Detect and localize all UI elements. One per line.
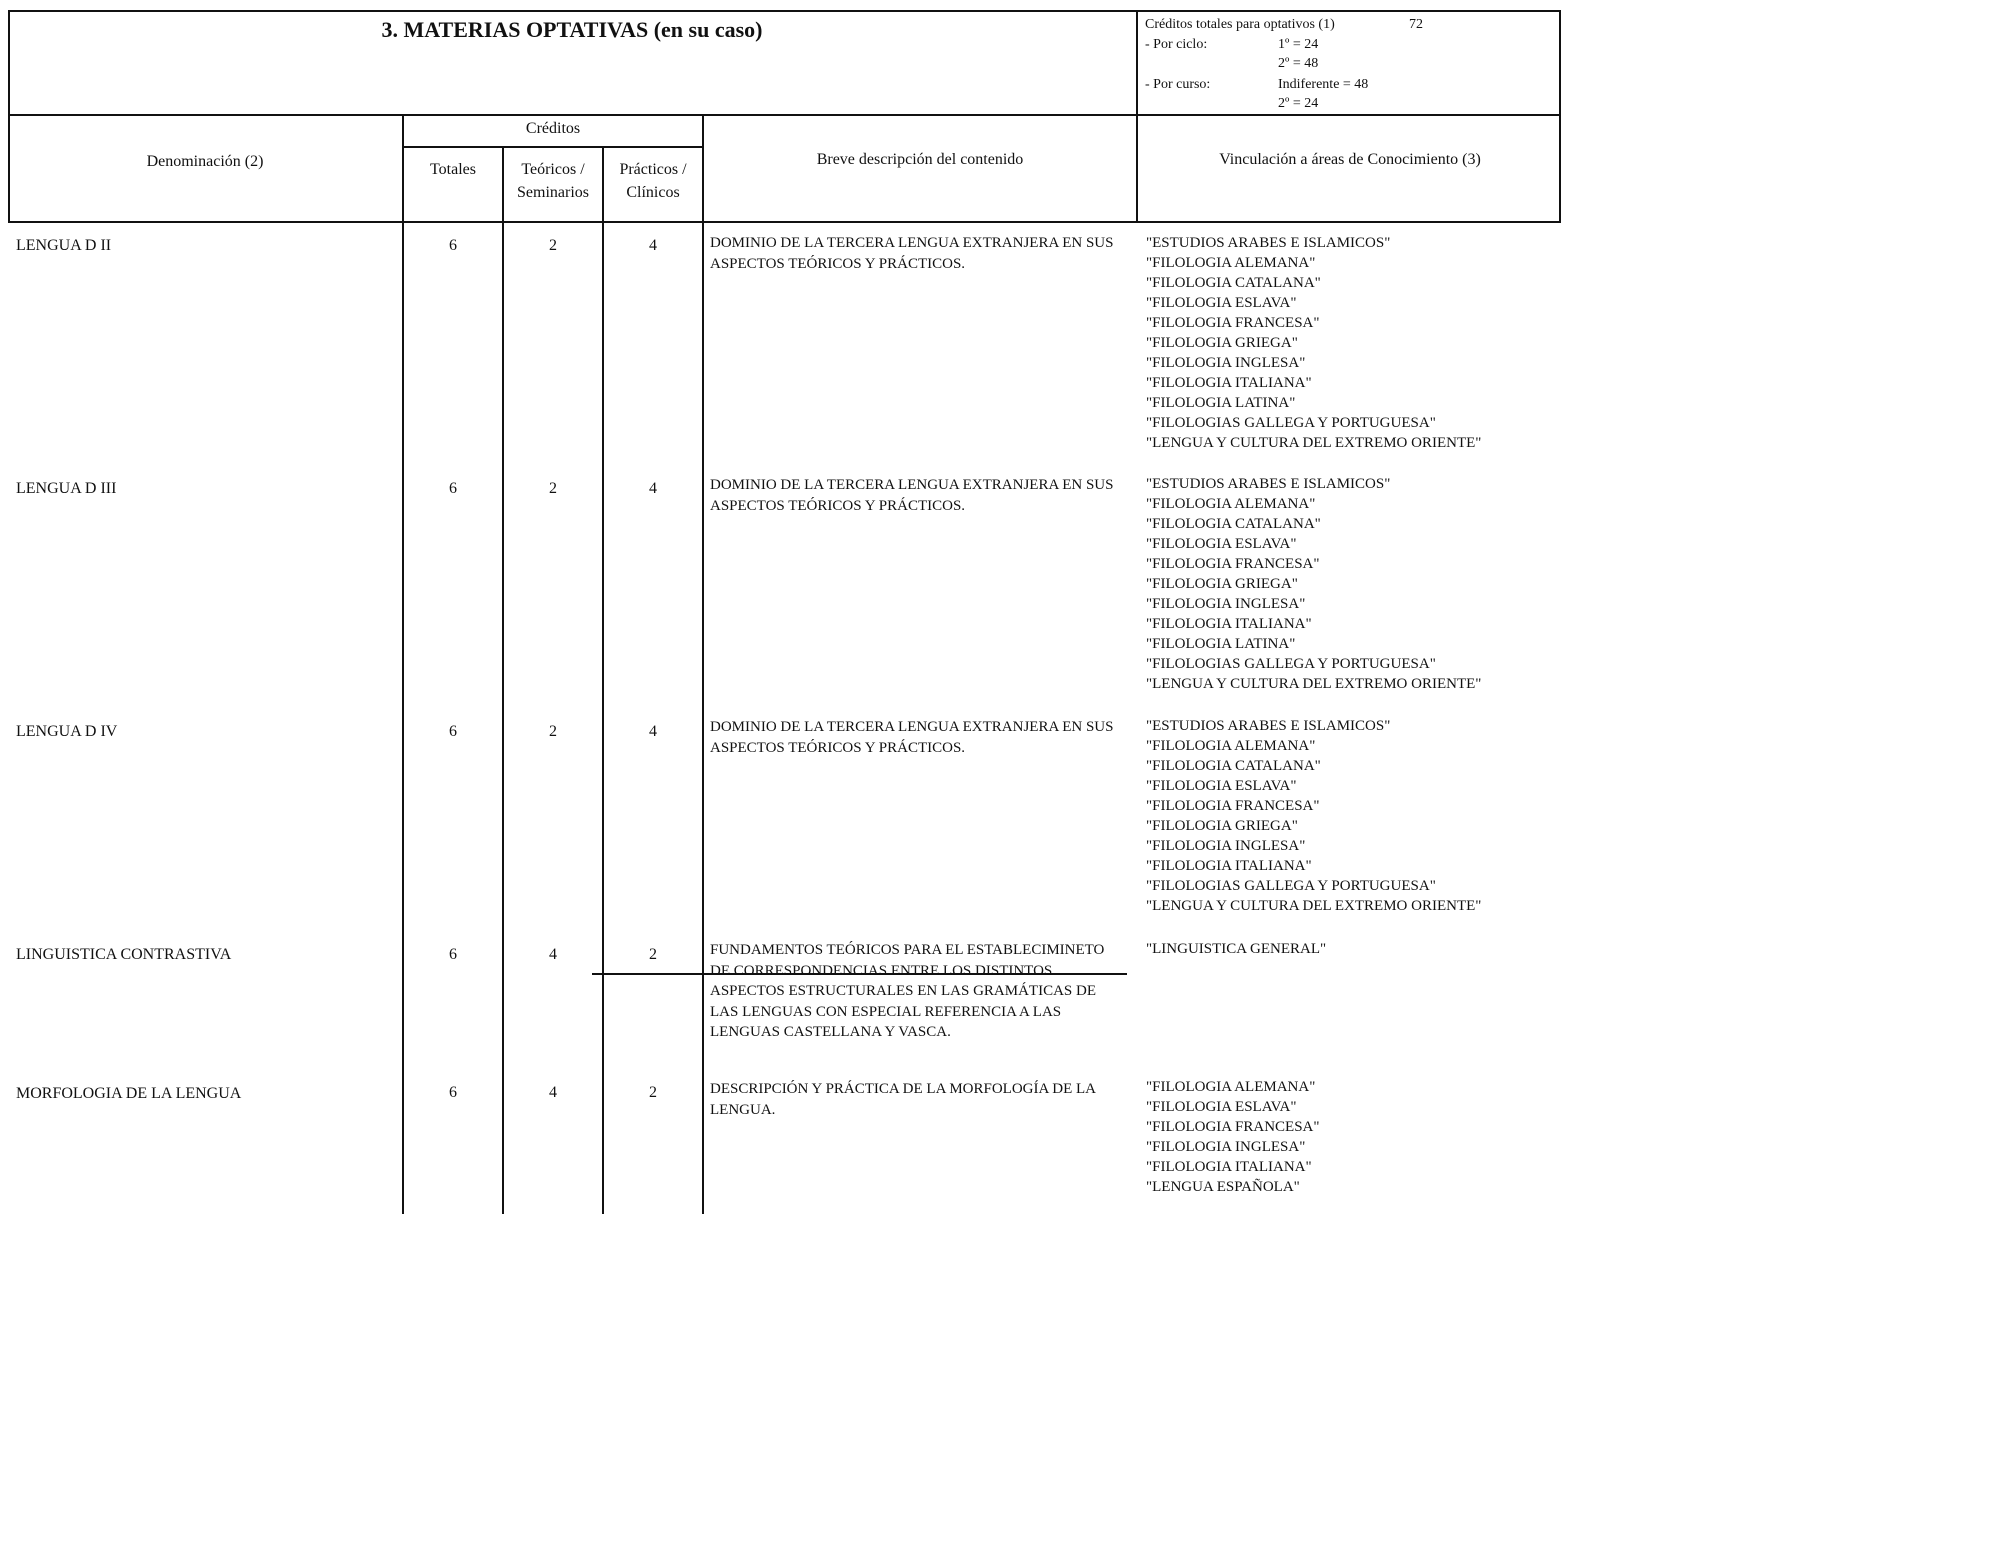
creditos-divider <box>403 146 704 148</box>
row-teoricos: 2 <box>549 480 557 497</box>
area-item: "ESTUDIOS ARABES E ISLAMICOS" <box>1146 476 1391 492</box>
row-name: LENGUA D II <box>16 237 112 254</box>
header-practicos: Prácticos / Clínicos <box>619 161 687 201</box>
row-description: DOMINIO DE LA TERCERA LENGUA EXTRANJERA EN SUS ASPECTOS TEÓRICOS Y PRÁCTICOS. <box>710 235 1114 272</box>
area-item: "LENGUA ESPAÑOLA" <box>1146 1179 1300 1195</box>
area-item: "FILOLOGIA ESLAVA" <box>1146 1099 1297 1115</box>
area-item: "FILOLOGIA INGLESA" <box>1146 355 1306 371</box>
row-teoricos: 4 <box>549 1084 557 1101</box>
credits-ciclo-1: 1º = 24 <box>1278 37 1319 52</box>
credits-ciclo-label: - Por ciclo: <box>1145 37 1208 52</box>
header-creditos: Créditos <box>525 120 581 137</box>
area-item: "FILOLOGIA ESLAVA" <box>1146 778 1297 794</box>
area-item: "FILOLOGIA ITALIANA" <box>1146 1159 1312 1175</box>
header-bottom-border <box>8 221 1561 223</box>
row-name: LENGUA D IV <box>16 723 118 740</box>
header-totales: Totales <box>430 161 476 178</box>
credits-total-value: 72 <box>1409 17 1423 32</box>
area-item: "FILOLOGIA GRIEGA" <box>1146 335 1298 351</box>
area-item: "LINGUISTICA GENERAL" <box>1146 941 1327 957</box>
row-practicos: 4 <box>649 480 657 497</box>
row-name: LINGUISTICA CONTRASTIVA <box>16 946 232 963</box>
row-areas <box>1146 233 1481 453</box>
header-descripcion: Breve descripción del contenido <box>816 151 1024 168</box>
row-practicos: 2 <box>649 946 657 963</box>
area-item: "FILOLOGIAS GALLEGA Y PORTUGUESA" <box>1146 878 1436 894</box>
area-item: "FILOLOGIA ALEMANA" <box>1146 496 1316 512</box>
area-item: "FILOLOGIA ESLAVA" <box>1146 536 1297 552</box>
credits-curso-label: - Por curso: <box>1145 77 1211 92</box>
area-item: "ESTUDIOS ARABES E ISLAMICOS" <box>1146 235 1391 251</box>
row-name: MORFOLOGIA DE LA LENGUA <box>16 1085 242 1102</box>
area-item: "FILOLOGIA FRANCESA" <box>1146 798 1320 814</box>
area-item: "FILOLOGIA INGLESA" <box>1146 838 1306 854</box>
credits-curso-2: 2º = 24 <box>1278 96 1319 111</box>
area-item: "FILOLOGIA ALEMANA" <box>1146 1079 1316 1095</box>
col-divider-teoricos <box>602 146 604 1214</box>
area-item: "FILOLOGIA FRANCESA" <box>1146 556 1320 572</box>
area-item: "LENGUA Y CULTURA DEL EXTREMO ORIENTE" <box>1146 898 1482 914</box>
row-totales: 6 <box>449 480 457 497</box>
area-item: "ESTUDIOS ARABES E ISLAMICOS" <box>1146 718 1391 734</box>
row-description: DOMINIO DE LA TERCERA LENGUA EXTRANJERA EN SUS ASPECTOS TEÓRICOS Y PRÁCTICOS. <box>710 477 1114 514</box>
right-border <box>1559 10 1561 223</box>
row-teoricos: 4 <box>549 946 557 963</box>
row-areas <box>1146 716 1481 916</box>
area-item: "FILOLOGIA INGLESA" <box>1146 596 1306 612</box>
area-item: "FILOLOGIA INGLESA" <box>1146 1139 1306 1155</box>
col-divider-descripcion <box>1136 114 1138 223</box>
area-item: "FILOLOGIA CATALANA" <box>1146 758 1321 774</box>
area-item: "LENGUA Y CULTURA DEL EXTREMO ORIENTE" <box>1146 435 1482 451</box>
row-totales: 6 <box>449 1084 457 1101</box>
row-practicos: 2 <box>649 1084 657 1101</box>
row-practicos: 4 <box>649 723 657 740</box>
row-totales: 6 <box>449 946 457 963</box>
page-title: 3. MATERIAS OPTATIVAS (en su caso) <box>381 17 763 42</box>
row-totales: 6 <box>449 723 457 740</box>
row-areas <box>1146 474 1481 694</box>
credits-ciclo-2: 2º = 48 <box>1278 56 1319 71</box>
area-item: "FILOLOGIA CATALANA" <box>1146 275 1321 291</box>
area-item: "FILOLOGIA ESLAVA" <box>1146 295 1297 311</box>
row-teoricos: 2 <box>549 237 557 254</box>
area-item: "FILOLOGIA FRANCESA" <box>1146 1119 1320 1135</box>
row-areas <box>1146 1077 1320 1197</box>
area-item: "LENGUA Y CULTURA DEL EXTREMO ORIENTE" <box>1146 676 1482 692</box>
header-denominacion: Denominación (2) <box>146 153 264 170</box>
row-name: LENGUA D III <box>16 480 117 497</box>
header-teoricos: Teóricos / Seminarios <box>517 161 589 201</box>
area-item: "FILOLOGIA ITALIANA" <box>1146 858 1312 874</box>
area-item: "FILOLOGIA GRIEGA" <box>1146 818 1298 834</box>
area-item: "FILOLOGIA ITALIANA" <box>1146 616 1312 632</box>
area-item: "FILOLOGIA LATINA" <box>1146 395 1296 411</box>
area-item: "FILOLOGIA LATINA" <box>1146 636 1296 652</box>
top-border <box>8 10 1561 12</box>
area-item: "FILOLOGIA FRANCESA" <box>1146 315 1320 331</box>
col-divider-totales <box>502 146 504 1214</box>
row-description: DESCRIPCIÓN Y PRÁCTICA DE LA MORFOLOGÍA DE LA LENGUA. <box>710 1081 1096 1118</box>
row-totales: 6 <box>449 237 457 254</box>
row-teoricos: 2 <box>549 723 557 740</box>
area-item: "FILOLOGIA ALEMANA" <box>1146 738 1316 754</box>
row-description: FUNDAMENTOS TEÓRICOS PARA EL ESTABLECIMINETO DE CORRESPONDENCIAS ENTRE LOS DISTINTOS ASPECTOS ESTRUCTURALES EN LAS GRAMÁTICAS DE LAS LENGUAS CON ESPECIAL REFERENCIA A LAS LENGUAS CASTELLANA Y VASCA. <box>710 942 1105 1040</box>
area-item: "FILOLOGIA GRIEGA" <box>1146 576 1298 592</box>
row-areas <box>1146 939 1326 959</box>
area-item: "FILOLOGIAS GALLEGA Y PORTUGUESA" <box>1146 656 1436 672</box>
col-divider-practicos <box>702 114 704 1214</box>
title-bottom-border <box>8 114 1561 116</box>
area-item: "FILOLOGIA ALEMANA" <box>1146 255 1316 271</box>
area-item: "FILOLOGIA CATALANA" <box>1146 516 1321 532</box>
row-practicos: 4 <box>649 237 657 254</box>
header-vinculacion: Vinculación a áreas de Conocimiento (3) <box>1219 151 1481 168</box>
col-divider-denominacion <box>402 114 404 1214</box>
credits-total-label: Créditos totales para optativos (1) <box>1145 17 1335 32</box>
row-description: DOMINIO DE LA TERCERA LENGUA EXTRANJERA EN SUS ASPECTOS TEÓRICOS Y PRÁCTICOS. <box>710 719 1114 756</box>
area-item: "FILOLOGIA ITALIANA" <box>1146 375 1312 391</box>
credits-curso-1: Indiferente = 48 <box>1278 77 1369 92</box>
area-item: "FILOLOGIAS GALLEGA Y PORTUGUESA" <box>1146 415 1436 431</box>
